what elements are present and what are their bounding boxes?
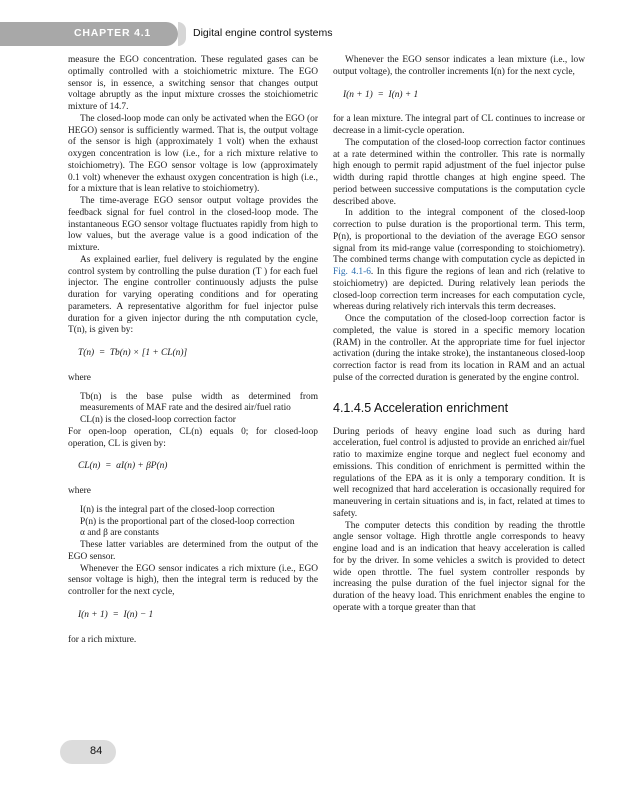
right-column <box>333 55 585 615</box>
page-number: 84 <box>90 745 103 757</box>
definition: P(n) is the proportional part of the closed-loop correction <box>80 516 295 527</box>
paragraph: Whenever the EGO sensor indicates a rich mixture (i.e., EGO sensor voltage is high), then the integral term is reduced by the controller for the next cycle, <box>68 563 318 597</box>
definition: α and β are constants <box>80 528 159 539</box>
equation-pulse-duration: T(n) = Tb(n) × [1 + CL(n)] <box>78 348 188 358</box>
where-label: where <box>68 372 91 383</box>
left-column <box>68 55 318 646</box>
paragraph-text: . In this figure the regions of lean and rich (relative to stoichiometry) are depicted. During relatively lean periods the closed-loop correction term increases for each computation cycle, whereas during relatively rich intervals this term decreases. <box>333 267 585 313</box>
paragraph: The computation of the closed-loop correction factor continues at a rate determined within the controller. This rate is normally high enough to permit rapid adjustment of the fuel injector pulse width during rapid throttle changes at high engine speed. The period between successive computations is the computation cycle described above. <box>333 137 585 207</box>
where-label: where <box>68 486 91 496</box>
paragraph: for a lean mixture. The integral part of CL continues to increase or decrease in a limit-cycle operation. <box>333 114 585 136</box>
paragraph: The time-average EGO sensor output voltage provides the feedback signal for fuel control in the closed-loop mode. The instantaneous EGO sensor voltage fluctuates rapidly from high to low values, but the average value is a good indication of the mixture. <box>68 196 318 253</box>
definition: CL(n) is the closed-loop correction factor <box>80 415 236 425</box>
paragraph: These latter variables are determined from the output of the EGO sensor. <box>68 540 318 562</box>
equation-integral-lean: I(n + 1) = I(n) + 1 <box>343 89 419 100</box>
chapter-label: CHAPTER 4.1 <box>74 27 152 39</box>
equation-integral-rich: I(n + 1) = I(n) − 1 <box>78 609 154 620</box>
paragraph: The computer detects this condition by reading the throttle angle sensor voltage. High throttle angle corresponds to heavy engine load and is an indication that heavy acceleration is called for by the driver. In some vehicles a switch is provided to detect wide open throttle. The fuel system controller responds by increasing the pulse duration of the fuel injector signal for the duration of the heavy load. This enrichment enables the engine to operate with a torque greater than that <box>333 520 585 613</box>
figure-link[interactable]: Fig. 4.1-6 <box>333 267 371 277</box>
page-number-tab <box>60 740 116 764</box>
paragraph: As explained earlier, fuel delivery is regulated by the engine control system by controlling the pulse duration (T ) for each fuel injector. The engine controller continuously adjusts the pulse duration for varying operating conditions and for operating parameters. A representative algorithm for fuel injector pulse duration for a given injector during the nth computation cycle, T(n), is given by: <box>68 254 318 336</box>
equation-closed-loop-correction: CL(n) = αI(n) + βP(n) <box>78 461 168 472</box>
paragraph <box>333 208 585 314</box>
paragraph: For open-loop operation, CL(n) equals 0; for closed-loop operation, CL is given by: <box>68 426 318 449</box>
paragraph: During periods of heavy engine load such as during hard acceleration, fuel control is adjusted to provide an enriched air/fuel ratio to maximize engine torque and neglect fuel economy and emissions. This condition of enrichment is permitted within the regulations of the EPA as it is only a temporary condition. It is well recognized that hard acceleration is occasionally required for maneuvering in certain situations and is, in fact, related at times to safety. <box>333 426 585 519</box>
paragraph: The closed-loop mode can only be activated when the EGO (or HEGO) sensor is sufficiently warmed. That is, the output voltage of the sensor is high (approximately 1 volt) when the exhaust oxygen concentration is low (i.e., for a rich mixture relative to stoichiometry). The EGO sensor voltage is low (approximately 0.1 volt) whenever the exhaust oxygen concentration is high (i.e., for a mixture that is lean relative to stoichiometry). <box>68 113 318 195</box>
header-title: Digital engine control systems <box>193 27 333 39</box>
definition: I(n) is the integral part of the closed-loop correction <box>80 504 275 515</box>
paragraph: Once the computation of the closed-loop correction factor is completed, the value is stored in a specific memory location (RAM) in the controller. At the appropriate time for fuel injector activation (during the intake stroke), the instantaneous closed-loop correction factor is read from its location in RAM and an actual pulse of the corrected duration is generated by the engine control. <box>333 314 585 383</box>
section-heading: 4.1.4.5 Acceleration enrichment <box>333 400 509 415</box>
running-header <box>0 22 626 46</box>
paragraph: for a rich mixture. <box>68 634 137 645</box>
chapter-tab <box>0 22 178 46</box>
header-divider <box>178 22 186 46</box>
paragraph: measure the EGO concentration. These regulated gases can be optimally controlled with a stoichiometric mixture. The EGO sensor is, in essence, a switching sensor that changes output voltage abruptly as the input mixture crosses the stoichiometric mixture of 14.7. <box>68 55 318 112</box>
paragraph-text: In addition to the integral component of the closed-loop correction to pulse duration is the proportional term. This term, P(n), is proportional to the deviation of the average EGO sensor signal from its mid-range value (corresponding to stoichiometry). The combined terms change with computation cycle as depicted in <box>333 208 585 266</box>
definition: Tb(n) is the base pulse width as determined from measurements of MAF rate and the desired air/fuel ratio <box>80 391 318 414</box>
paragraph: Whenever the EGO sensor indicates a lean mixture (i.e., low output voltage), the controller increments I(n) for the next cycle, <box>333 55 585 77</box>
